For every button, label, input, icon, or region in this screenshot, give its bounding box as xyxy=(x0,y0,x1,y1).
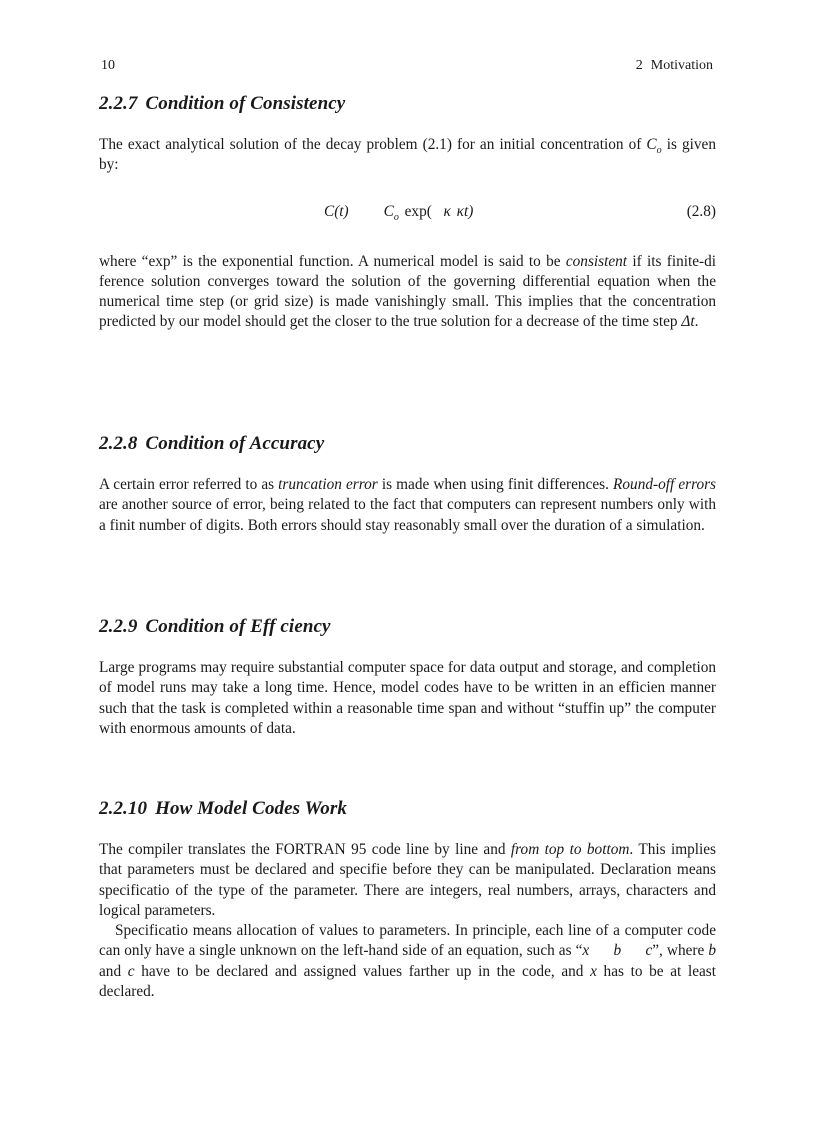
chapter-title: Motivation xyxy=(650,58,713,73)
paragraph xyxy=(99,921,716,1002)
text-run: Specificatio means allocation of values to parameters. In principle, each line of a computer code can only have a single unknown on the left-hand side of an equation, such as “ xyxy=(99,922,716,960)
section-number: 2.2.7 xyxy=(99,93,138,114)
section-heading xyxy=(99,615,716,639)
paragraph xyxy=(99,252,716,333)
text-run: where “exp” is the exponential function. A numerical model is said to be xyxy=(99,252,566,270)
variable-subscript: o xyxy=(656,145,662,157)
section-2-2-7 xyxy=(99,92,716,333)
equation-subscript: o xyxy=(393,211,399,223)
text-run: are another source of error, being related to the fact that computers can represent numbers only with a finit number of digits. Both errors should stay reasonably small over the duration of a simulation. xyxy=(99,496,716,534)
section-2-2-10 xyxy=(99,797,716,1002)
section-2-2-9 xyxy=(99,615,716,739)
variable: c xyxy=(645,942,653,960)
paragraph: Large programs may require substantial computer space for data output and storage, and completion of model runs may take a long time. Hence, model codes have to be written in an efficien manner such that the task is completed within a reasonable time span and without “stuffin up” the computer with enormous amounts of data. xyxy=(99,659,716,737)
emphasis: truncation error xyxy=(278,476,378,493)
section-number: 2.2.10 xyxy=(99,798,148,819)
section-title: Condition of Accuracy xyxy=(145,433,325,454)
chapter-number: 2 xyxy=(635,58,643,73)
text-run: is given by: xyxy=(99,136,716,174)
text-run: have to be declared and assigned values farther up in the code, and xyxy=(134,962,591,980)
text-run: ”, where xyxy=(652,942,709,960)
emphasis: Round-off errors xyxy=(613,476,717,493)
variable: C xyxy=(646,136,657,153)
text-run: The exact analytical solution of the decay problem (2.1) for an initial concentration of xyxy=(99,136,647,153)
variable: x xyxy=(590,962,597,980)
section-title: Condition of Eff ciency xyxy=(145,616,331,637)
page-number: 10 xyxy=(101,58,115,73)
text-run: . This implies that parameters must be declared and specifie before they can be manipulated. Declaration means specificatio of the type of the parameter. There are integers, real numbers, arrays, characters and logical parameters. xyxy=(99,841,716,919)
section-title: Condition of Consistency xyxy=(145,93,346,114)
section-heading xyxy=(99,92,716,116)
variable: x xyxy=(582,942,590,960)
paragraph xyxy=(99,135,716,176)
equation-label: (2.8) xyxy=(686,202,716,220)
paragraph xyxy=(99,840,716,921)
chapter-header xyxy=(636,57,713,75)
emphasis: from top to bottom xyxy=(510,841,630,858)
equation-function: exp( xyxy=(404,202,432,220)
equation-argument: κ κt) xyxy=(443,202,474,220)
section-title: How Model Codes Work xyxy=(155,798,347,819)
variable: b xyxy=(708,942,716,960)
text-run: and xyxy=(99,962,128,980)
text-run: . xyxy=(694,313,699,331)
equation-body xyxy=(324,201,473,223)
text-run: is made when using finit differences. xyxy=(377,476,614,493)
text-run: has to be at least declared. xyxy=(99,962,716,1001)
emphasis: consistent xyxy=(565,252,628,270)
section-number: 2.2.9 xyxy=(99,616,138,637)
delta-t: Δt xyxy=(681,313,695,331)
equation-var: C xyxy=(383,202,394,220)
text-run: A certain error referred to as xyxy=(99,476,279,493)
paragraph xyxy=(99,475,716,536)
section-heading xyxy=(99,432,716,456)
section-2-2-8 xyxy=(99,432,716,536)
section-number: 2.2.8 xyxy=(99,433,138,454)
variable: b xyxy=(613,942,622,960)
text-run: if its finite-di ference solution converges toward the solution of the governing differential equation when the numerical time step (or grid size) is made vanishingly small. This implies that the concentration predicted by our model should get the closer to the true solution for a decrease of the time step xyxy=(99,252,717,331)
variable: c xyxy=(127,962,135,980)
equation-lhs: C(t) xyxy=(324,202,349,220)
equation-2-8 xyxy=(99,201,716,223)
text-run: The compiler translates the FORTRAN 95 code line by line and xyxy=(99,841,511,858)
section-heading xyxy=(99,797,716,821)
